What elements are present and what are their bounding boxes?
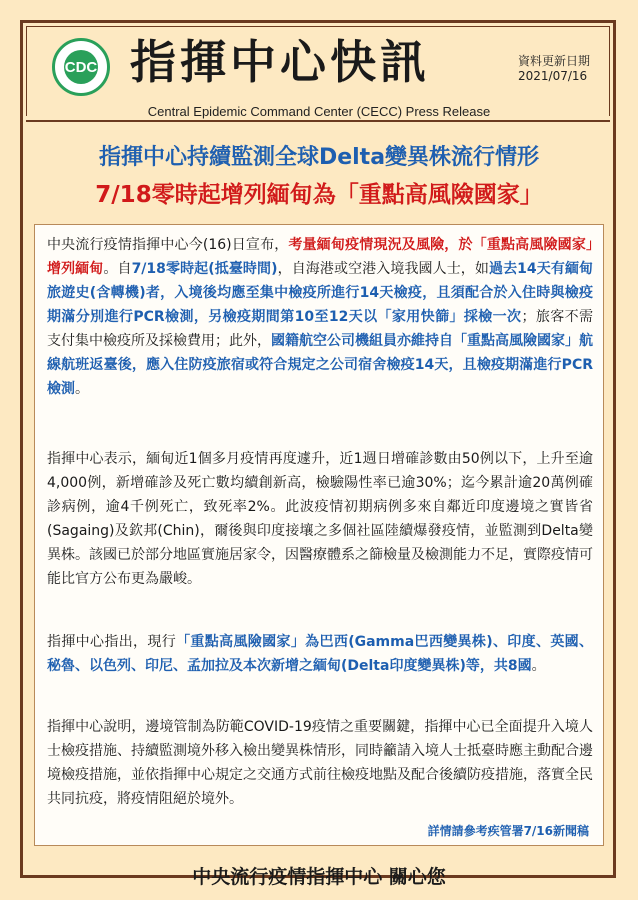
paragraph-1 (47, 233, 593, 401)
text-segment: ，自海港或空港入境我國人士，如 (277, 261, 489, 277)
text-segment: 。 (75, 381, 89, 397)
paragraph-4: 指揮中心說明，邊境管制為防範COVID-19疫情之重要關鍵，指揮中心已全面提升入境人士檢疫措施、持續監測境外移入檢出變異株情形，同時籲請入境人士抵臺時應主動配合邊境檢疫措施，並依指揮中心規定之交通方式前往檢疫地點及配合後續防疫措施，落實全民共同抗疫，將疫情阻絕於境外。 (47, 719, 593, 807)
update-date (518, 54, 590, 84)
cdc-logo-text: CDC (64, 50, 98, 84)
content-box (34, 224, 604, 846)
text-segment: 考量緬甸疫情現況及風險，於「重點高風險國家」增列緬甸 (47, 237, 593, 277)
paragraph-2: 指揮中心表示，緬甸近1個多月疫情再度遽升，近1週日增確診數由50例以下，上升至逾4,000例，新增確診及死亡數均續創新高，檢驗陽性率已逾30%；迄今累計逾20萬例確診病例，逾4千例死亡，致死率2%。此波疫情初期病例多來自鄰近印度邊境之實皆省(Sagaing)及欽邦(Chin)，爾後與印度接壤之多個社區陸續爆發疫情，並監測到Delta變異株。該國已於部分地區實施居家令，因醫療體系之篩檢量及檢測能力不足，實際疫情可能比官方公布更為嚴峻。 (47, 451, 593, 587)
text-segment: 「重點高風險國家」為巴西(Gamma巴西變異株)、印度、英國、秘魯、以色列、印尼、孟加拉及本次新增之緬甸(Delta印度變異株)等，共8國 (47, 634, 594, 674)
headline-line-2: 7/18零時起增列緬甸為「重點高風險國家」 (95, 182, 543, 208)
text-segment: ，且須配合於入住時與檢疫期滿分別進行PCR檢測，另檢疫期間第10至12天以「家用快篩」採檢一次 (47, 285, 594, 325)
cdc-logo (52, 38, 110, 96)
date-label: 資料更新日期 (518, 54, 591, 68)
text-segment: 7/18零時起(抵臺時間) (131, 261, 278, 277)
text-segment: 指揮中心指出，現行 (47, 634, 177, 650)
english-subtitle: Central Epidemic Command Center (CECC) Press Release (147, 104, 491, 119)
paragraph-3 (47, 630, 593, 678)
date-value: 2021/07/16 (518, 69, 588, 83)
text-segment: 。 (531, 658, 546, 674)
text-segment: ；旅客不需支付集中檢疫所及採檢費用；此外， (47, 309, 594, 349)
text-segment: 過去14天有緬甸旅遊史(含轉機)者，入境後均應至集中檢疫所進行14天檢疫 (47, 261, 594, 301)
headline-line-1: 指揮中心持續監測全球Delta變異株流行情形 (98, 145, 540, 170)
text-segment: 。自 (103, 261, 132, 277)
page-title: 指揮中心快訊 (130, 35, 430, 89)
text-segment: 中央流行疫情指揮中心今(16)日宣布， (47, 237, 289, 253)
reference-note: 詳情請參考疾管署7/16新聞稿 (427, 824, 589, 838)
header-divider (26, 120, 610, 122)
footer-signoff: 中央流行疫情指揮中心 關心您 (192, 866, 446, 888)
text-segment: 國籍航空公司機組員亦維持自「重點高風險國家」航線航班返臺後，應入住防疫旅宿或符合規定之公司宿舍檢疫14天，且檢疫期滿進行PCR檢測 (47, 333, 593, 397)
